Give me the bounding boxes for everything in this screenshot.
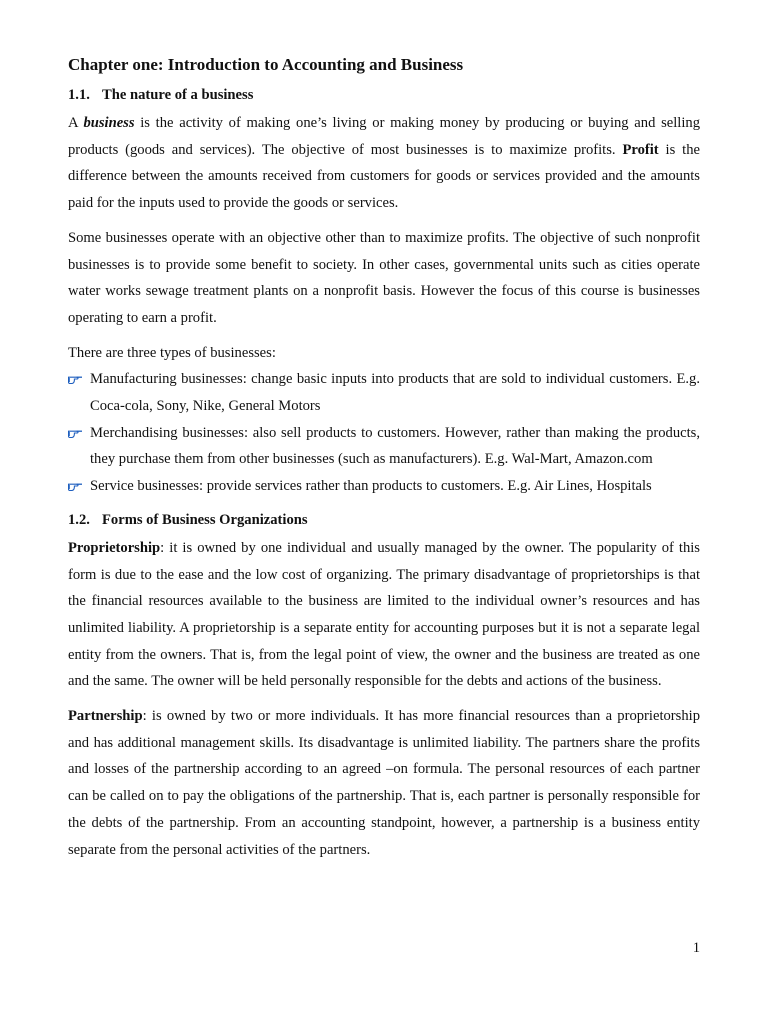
term-profit: Profit (622, 141, 659, 158)
list-item (68, 366, 700, 419)
business-type-merchandising: Merchandising businesses: also sell products to customers. However, rather than making the products, they purchase them from other businesses (such as manufacturers). E.g. Wal-Mart, Amazon.com (90, 424, 700, 468)
list-item (68, 473, 700, 500)
term-business: business (83, 115, 135, 131)
pointing-hand-icon (68, 473, 84, 499)
section-number: 1.2. (68, 511, 90, 528)
term-proprietorship: Proprietorship (68, 539, 161, 556)
section-title: Forms of Business Organizations (102, 511, 308, 528)
types-intro: There are three types of businesses: (68, 344, 276, 361)
document-page (68, 52, 700, 871)
list-item (68, 420, 700, 473)
pointing-hand-icon (68, 366, 84, 392)
section-number: 1.1. (68, 87, 90, 103)
paragraph-proprietorship: Proprietorship: it is owned by one individual and usually managed by the owner. The popularity of this form is due to the ease and the low cost of organizing. The primary disadvantage of proprietorships is that the financial resources available to the business are limited to the individual owner’s resources and has unlimited liability. A proprietorship is a separate entity for accounting purposes but it is not a separate legal entity from the owners. That is, from the legal point of view, the owner and the business are treated as one and the same. The owner will be held personally responsible for the debts and actions of the business. (68, 539, 700, 690)
section-heading-nature-of-business (68, 83, 700, 107)
pointing-hand-icon (68, 420, 84, 446)
term-partnership: Partnership (68, 708, 143, 725)
business-type-service: Service businesses: provide services rather than products to customers. E.g. Air Lines, Hospitals (90, 478, 652, 495)
chapter-title: Chapter one: Introduction to Accounting and Business (68, 55, 464, 74)
business-types-list (68, 366, 700, 500)
section-heading-forms-of-business (68, 508, 700, 532)
paragraph-business-definition: A business is the activity of making one’s living or making money by producing or buying and selling products (goods and services). The objective of most businesses is to maximize profits. Profit is the difference between the amounts received from customers for goods or services provided and the amounts paid for the inputs used to provide the goods or services. (68, 115, 700, 212)
paragraph-nonprofit: Some businesses operate with an objective other than to maximize profits. The objective of such nonprofit businesses is to provide some benefit to society. In other cases, governmental units such as cities operate water works sewage treatment plants on a nonprofit basis. However the focus of this course is businesses operating to earn a profit. (68, 229, 700, 326)
page-number: 1 (692, 940, 700, 956)
paragraph-partnership: Partnership: is owned by two or more individuals. It has more financial resources than a proprietorship and has additional management skills. Its disadvantage is unlimited liability. The partners share the profits and losses of the partnership according to an agreed –on formula. The personal resources of each partner can be called on to pay the obligations of the partnership. That is, each partner is personally responsible for the debts of the partnership. From an accounting standpoint, however, a partnership is a business entity separate from the personal activities of the partners. (68, 708, 700, 858)
section-title: The nature of a business (102, 87, 254, 103)
business-type-manufacturing: Manufacturing businesses: change basic inputs into products that are sold to individual customers. E.g. Coca-cola, Sony, Nike, General Motors (90, 371, 700, 415)
